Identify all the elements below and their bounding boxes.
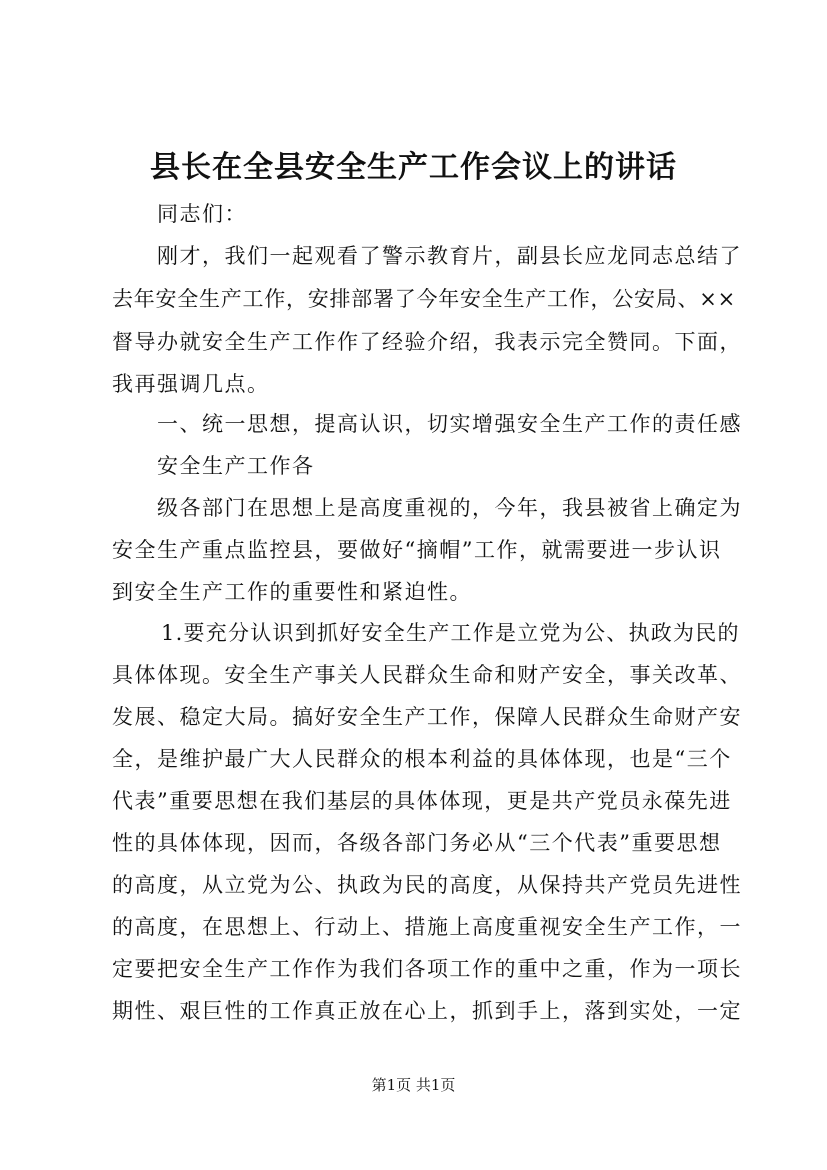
paragraph-line: 全，是维护最广大人民群众的根本利益的具体体现，也是“三个 [112,747,732,771]
paragraph-line: 安全生产重点监控县，要做好“摘帽”工作，就需要进一步认识 [112,538,722,562]
paragraph-line: 的高度，从立党为公、执政为民的高度，从保持共产党员先进性 [112,873,742,897]
document-title: 县长在全县安全生产工作会议上的讲话 [150,150,677,185]
paragraph-line: 性的具体体现，因而，各级各部门务必从“三个代表”重要思想 [112,831,722,855]
paragraph-line: 安全生产工作各 [157,454,315,478]
paragraph-line: 1.要充分认识到抓好安全生产工作是立党为公、执政为民的 [161,621,740,645]
paragraph-line: 发展、稳定大局。搞好安全生产工作，保障人民群众生命财产安 [112,705,742,729]
paragraph-line: 具体体现。安全生产事关人民群众生命和财产安全，事关改革、 [112,663,742,687]
section-heading: 一、统一思想，提高认识，切实增强安全生产工作的责任感 [157,412,742,436]
paragraph-line: 到安全生产工作的重要性和紧迫性。 [112,580,472,604]
paragraph-line: 定要把安全生产工作作为我们各项工作的重中之重，作为一项长 [112,957,742,981]
paragraph-line: 的高度，在思想上、行动上、措施上高度重视安全生产工作，一 [112,915,742,939]
paragraph-line: 期性、艰巨性的工作真正放在心上，抓到手上，落到实处，一定 [112,999,742,1023]
paragraph-line: 去年安全生产工作，安排部署了今年安全生产工作，公安局、×× [112,287,736,311]
paragraph-line: 代表”重要思想在我们基层的具体体现，更是共产党员永葆先进 [112,789,732,813]
paragraph-line: 督导办就安全生产工作作了经验介绍，我表示完全赞同。下面， [112,330,742,354]
page-footer: 第1页 共1页 [371,1076,456,1094]
paragraph-line: 我再强调几点。 [112,372,270,396]
paragraph-line: 刚才，我们一起观看了警示教育片，副县长应龙同志总结了 [157,244,742,268]
salutation: 同志们： [157,202,247,226]
paragraph-line: 级各部门在思想上是高度重视的，今年，我县被省上确定为 [157,496,742,520]
